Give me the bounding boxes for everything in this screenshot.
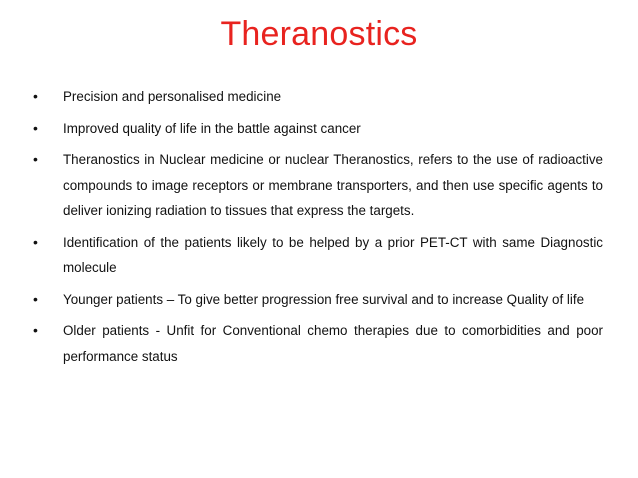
- bullet-dot-icon: •: [33, 290, 38, 307]
- bullet-text: Identification of the patients likely to be helped by a prior PET-CT with same Diagnostic molecule: [63, 234, 603, 275]
- bullet-text: Younger patients – To give better progression free survival and to increase Quality of life: [63, 291, 585, 307]
- bullet-text: Improved quality of life in the battle against cancer: [63, 120, 361, 136]
- bullet-dot-icon: •: [33, 119, 38, 136]
- bullet-item: [33, 287, 603, 313]
- bullet-item: [33, 230, 603, 281]
- bullet-dot-icon: •: [33, 322, 38, 338]
- bullet-text: Theranostics in Nuclear medicine or nuclear Theranostics, refers to the use of radioactive compounds to image receptors or membrane transporters, and then use specific agents to deliver ionizing radiation to tissues that express the targets.: [63, 152, 603, 218]
- bullet-list: [33, 84, 603, 375]
- bullet-dot-icon: •: [33, 88, 38, 104]
- bullet-item: [33, 116, 603, 142]
- slide-title: Theranostics: [220, 15, 418, 53]
- bullet-item: [33, 147, 603, 224]
- bullet-item: [33, 84, 603, 110]
- bullet-text: Precision and personalised medicine: [63, 89, 282, 104]
- bullet-item: [33, 318, 603, 369]
- bullet-dot-icon: •: [33, 151, 38, 167]
- bullet-dot-icon: •: [33, 233, 38, 250]
- bullet-text: Older patients - Unfit for Conventional chemo therapies due to comorbidities and poor performance status: [63, 323, 603, 364]
